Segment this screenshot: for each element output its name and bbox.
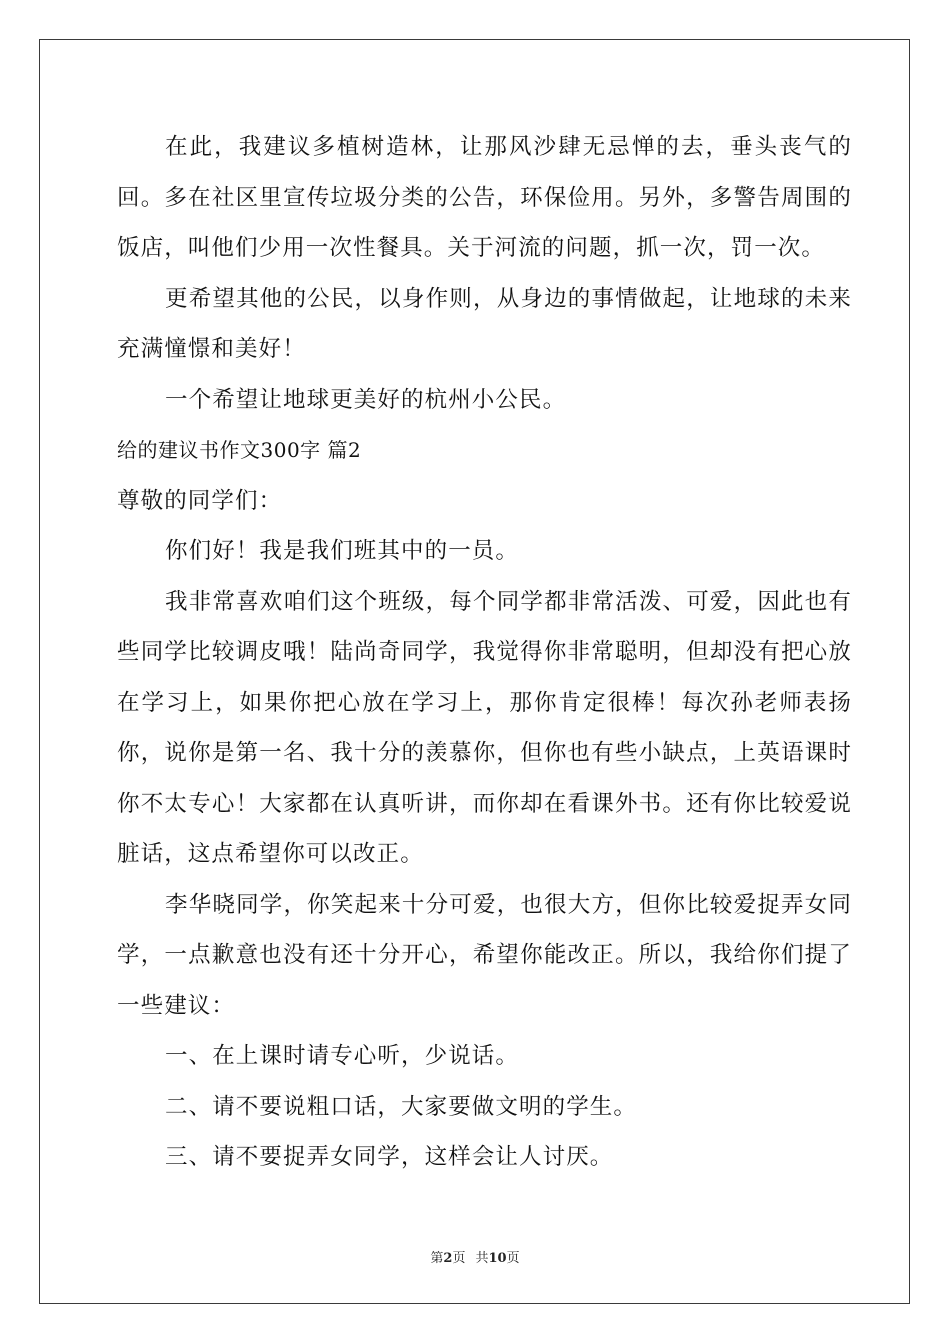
paragraph-hope: 更希望其他的公民，以身作则，从身边的事情做起，让地球的未来充满憧憬和美好！ [117, 285, 852, 362]
list-item-suggestion-2: 二、请不要说粗口话，大家要做文明的学生。 [165, 1093, 638, 1120]
page-footer [0, 1247, 950, 1266]
list-item-suggestion-1: 一、在上课时请专心听，少说话。 [165, 1043, 520, 1069]
section-heading: 给的建议书作文300字 篇2 [117, 438, 362, 462]
page-number: 2 [443, 1251, 453, 1266]
total-prefix: 共 [475, 1251, 489, 1266]
paragraph-suggestions: 在此，我建议多植树造林，让那风沙肆无忌惮的去，垂头丧气的回。多在社区里宣传垃圾分类的公告，环保俭用。另外，多警告周围的饭店，叫他们少用一次性餐具。关于河流的问题，抓一次，罚一次。 [117, 134, 852, 261]
document-body [117, 122, 852, 1183]
paragraph-greeting: 你们好！我是我们班其中的一员。 [165, 538, 520, 564]
paragraph-class: 我非常喜欢咱们这个班级，每个同学都非常活泼、可爱，因此也有些同学比较调皮哦！陆尚奇同学，我觉得你非常聪明，但却没有把心放在学习上，如果你把心放在学习上，那你肯定很棒！每次孙老师表扬你，说你是第一名、我十分的羡慕你，但你也有些小缺点，上英语课时你不太专心！大家都在认真听讲，而你却在看课外书。还有你比较爱说脏话，这点希望你可以改正。 [117, 588, 852, 867]
total-pages: 10 [488, 1251, 507, 1266]
total-suffix: 页 [506, 1251, 520, 1266]
paragraph-signature: 一个希望让地球更美好的杭州小公民。 [165, 386, 567, 413]
page-prefix: 第 [430, 1251, 444, 1266]
paragraph-classmate: 李华晓同学，你笑起来十分可爱，也很大方，但你比较爱捉弄女同学，一点歉意也没有还十分开心，希望你能改正。所以，我给你们提了一些建议： [117, 891, 852, 1019]
salutation: 尊敬的同学们： [117, 487, 283, 514]
list-item-suggestion-3: 三、请不要捉弄女同学，这样会让人讨厌。 [165, 1144, 614, 1170]
page-suffix: 页 [452, 1251, 466, 1266]
